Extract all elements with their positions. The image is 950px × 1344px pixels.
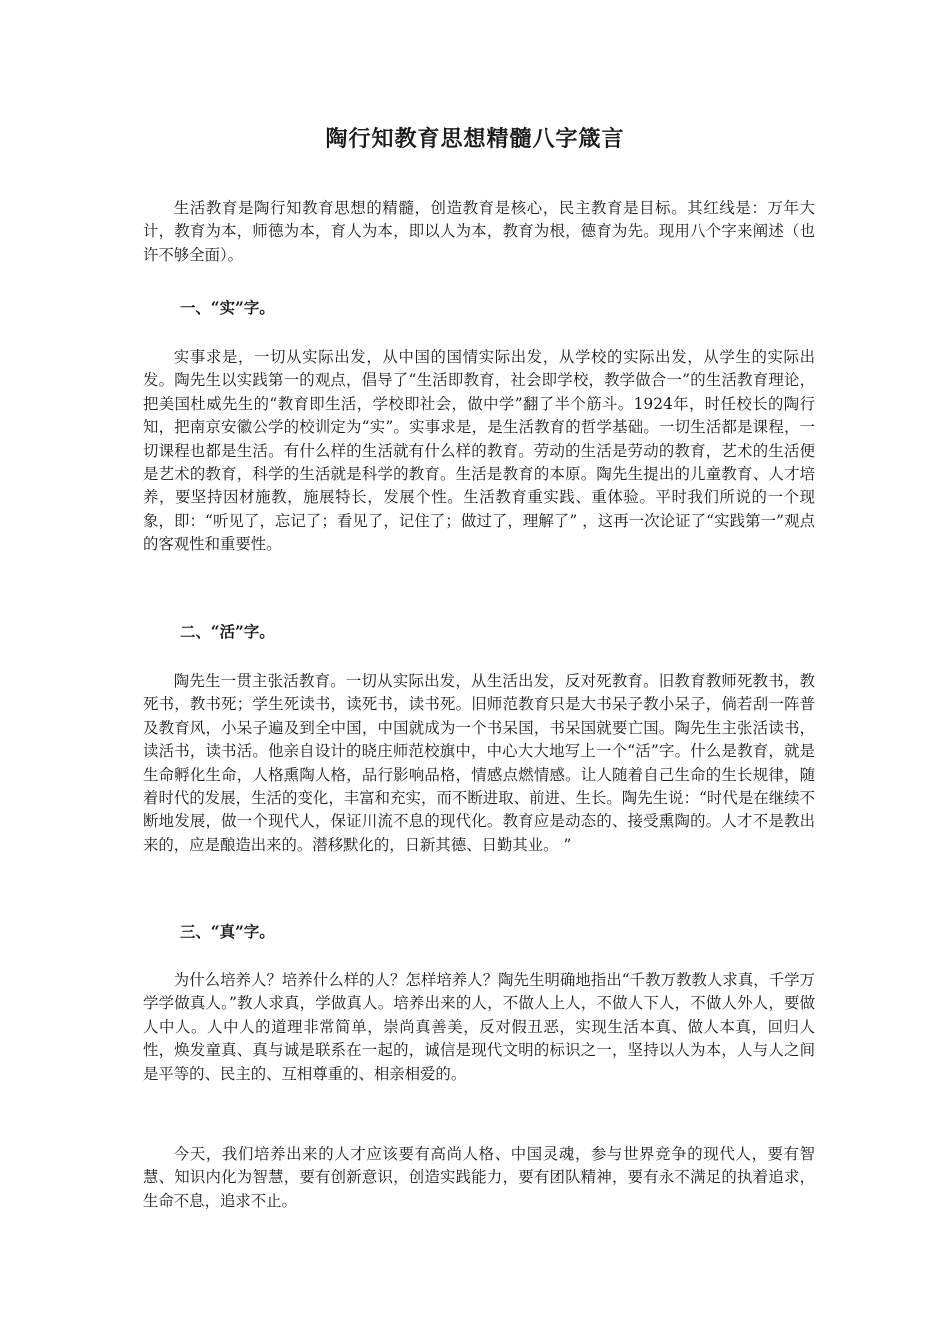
section-body-shi: 实事求是，一切从实际出发，从中国的国情实际出发，从学校的实际出发，从学生的实际出发。陶先生以实践第一的观点，倡导了“生活即教育，社会即学校，教学做合一”的生活教育理论，把美国杜威先生的“教育即生活，学校即社会，做中学”翻了半个筋斗。1924年，时任校长的陶行知，把南京安徽公学的校训定为“实”。实事求是，是生活教育的哲学基础。一切生活都是课程，一切课程也都是生活。有什么样的生活就有什么样的教育。劳动的生活是劳动的教育，艺术的生活便是艺术的教育，科学的生活就是科学的教育。生活是教育的本原。陶先生提出的儿童教育、人才培养，要坚持因材施教，施展特长，发展个性。生活教育重实践、重体验。平时我们所说的一个现象，即：“听见了，忘记了；看见了，记住了；做过了，理解了” ，这再一次论证了“实践第一”观点的客观性和重要性。: [143, 348, 815, 554]
section-body-zhen: 为什么培养人？培养什么样的人？怎样培养人？陶先生明确地指出“千教万教教人求真，千学万学学做真人。”教人求真，学做真人。培养出来的人，不做人上人，不做人下人，不做人外人，要做人中人。人中人的道理非常简单，崇尚真善美，反对假丑恶，实现生活本真、做人本真，回归人性，焕发童真、真与诚是联系在一起的，诚信是现代文明的标识之一，坚持以人为本，人与人之间是平等的、民主的、互相尊重的、相亲相爱的。: [143, 971, 815, 1083]
section-heading-huo: 二、“活”字。: [180, 623, 275, 641]
document-title: 陶行知教育思想精髓八字箴言: [325, 126, 625, 152]
section-body-huo: 陶先生一贯主张活教育。一切从实际出发，从生活出发，反对死教育。旧教育教师死教书，教死书，教书死；学生死读书，读死书，读书死。旧师范教育只是大书呆子教小呆子，倘若刮一阵普及教育风，小呆子遍及到全中国，中国就成为一个书呆国，书呆国就要亡国。陶先生主张活读书，读活书，读书活。他亲自设计的晓庄师范校旗中，中心大大地写上一个“活”字。什么是教育，就是生命孵化生命，人格熏陶人格，品行影响品格，情感点燃情感。让人随着自己生命的生长规律，随着时代的发展，生活的变化，丰富和充实，而不断进取、前进、生长。陶先生说：“时代是在继续不断地发展，做一个现代人，保证川流不息的现代化。教育应是动态的、接受熏陶的。人才不是教出来的，应是酿造出来的。潜移默化的，日新其德、日勤其业。 ”: [143, 672, 815, 854]
intro-paragraph: 生活教育是陶行知教育思想的精髓，创造教育是核心，民主教育是目标。其红线是：万年大计，教育为本，师德为本，育人为本，即以人为本，教育为根，德育为先。现用八个字来阐述（也许不够全面）。: [143, 199, 815, 264]
section-heading-shi: 一、“实”字。: [180, 299, 275, 317]
closing-paragraph: 今天，我们培养出来的人才应该要有高尚人格、中国灵魂，参与世界竞争的现代人，要有智慧、知识内化为智慧，要有创新意识，创造实践能力，要有团队精神，要有永不满足的执着追求，生命不息，追求不止。: [143, 1145, 815, 1210]
section-heading-zhen: 三、“真”字。: [180, 923, 275, 941]
